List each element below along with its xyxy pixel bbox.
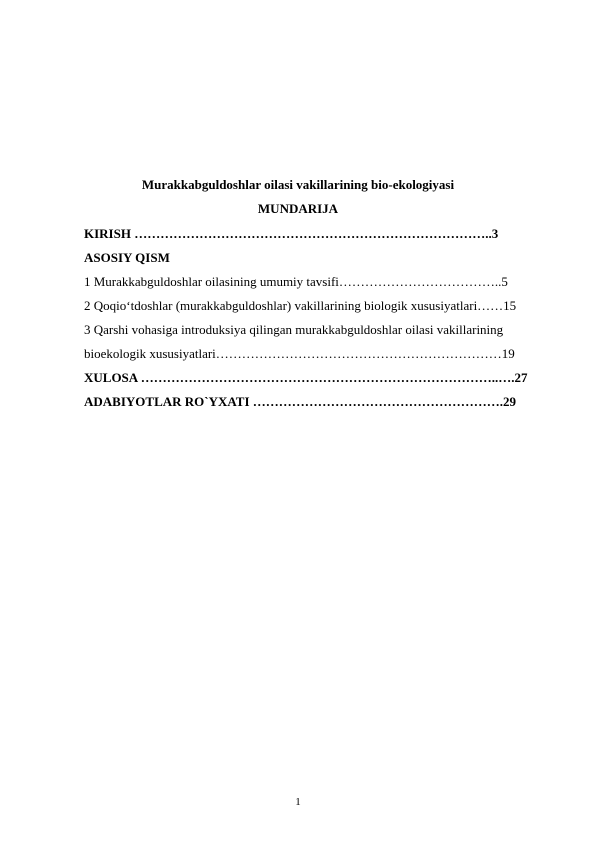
toc-entry-chapter-1: 1 Murakkabguldoshlar oilasining umumiy tavsifi………………………………..5 (84, 274, 508, 289)
table-of-contents (84, 222, 554, 414)
toc-heading: MUNDARIJA (257, 201, 339, 216)
toc-entry-chapter-3-line-2: bioekologik xususiyatlari…………………………………………………………19 (84, 346, 515, 361)
document-title: Murakkabguldoshlar oilasi vakillarining bio-ekologiyasi (141, 177, 455, 192)
toc-entry-chapter-2: 2 Qoqio‘tdoshlar (murakkabguldoshlar) vakillarining biologik xususiyatlari……15 (84, 298, 517, 313)
toc-entry-xulosa: XULOSA ………………………………………………………………………..….27 (84, 370, 528, 385)
toc-entry-kirish: KIRISH ………………………………………………………………………..3 (84, 226, 499, 241)
page-number: 1 (295, 796, 301, 808)
toc-entry-asosiy-qism: ASOSIY QISM (84, 250, 170, 265)
toc-entry-adabiyotlar: ADABIYOTLAR RO`YXATI ………………………………………………….29 (84, 394, 517, 409)
toc-entry-chapter-3-line-1: 3 Qarshi vohasiga introduksiya qilingan murakkabguldoshlar oilasi vakillarining (84, 322, 504, 337)
